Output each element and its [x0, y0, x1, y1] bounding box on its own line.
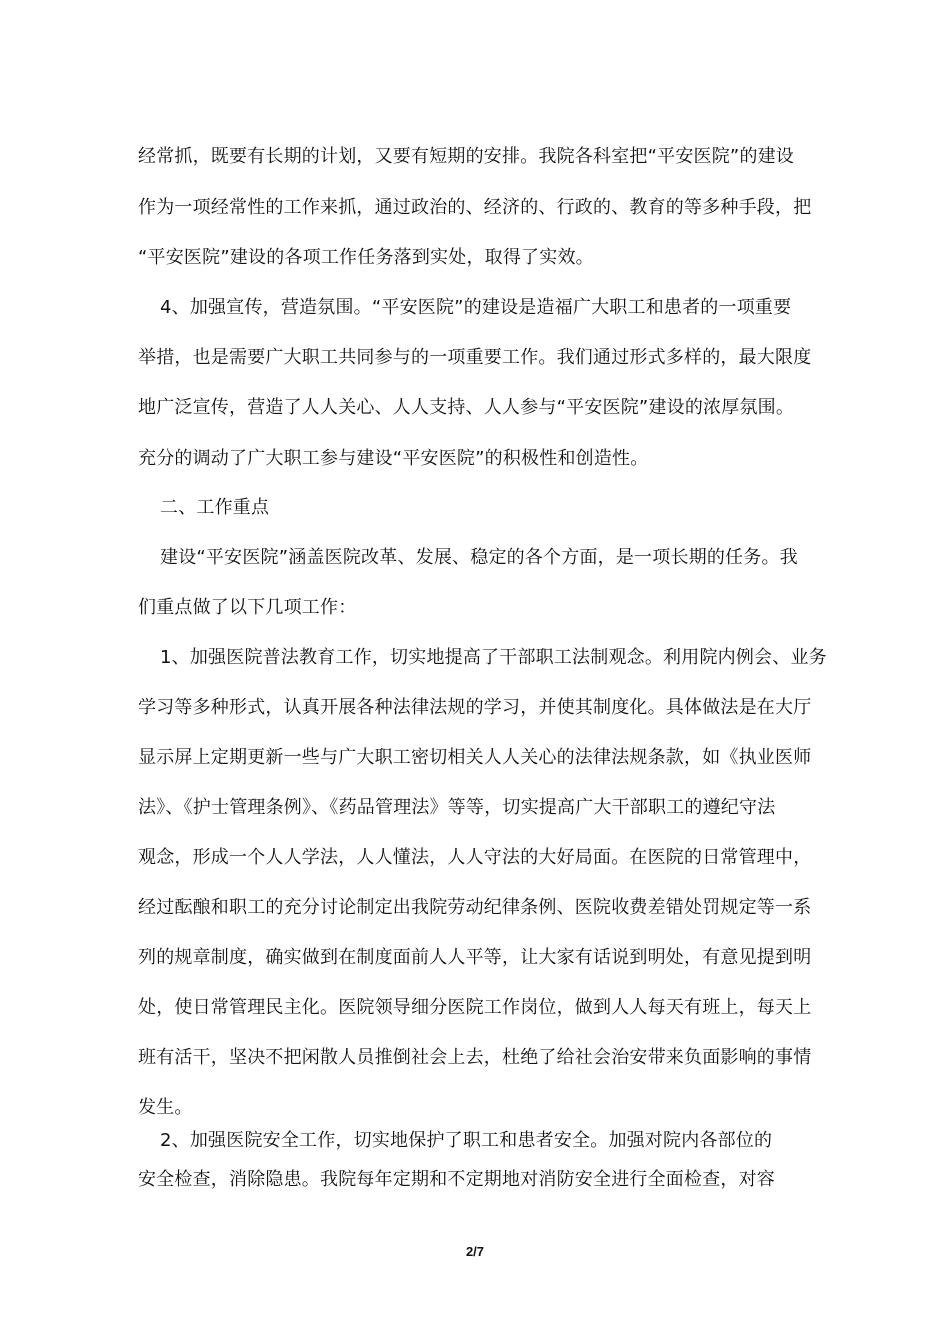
text-line: 举措，也是需要广大职工共同参与的一项重要工作。我们通过形式多样的，最大限度	[138, 347, 812, 368]
text-line: 列的规章制度，确实做到在制度面前人人平等，让大家有话说到明处，有意见提到明	[138, 947, 812, 968]
text-line: 显示屏上定期更新一些与广大职工密切相关人人关心的法律法规条款，如《执业医师	[138, 747, 812, 768]
text-line: 作为一项经常性的工作来抓，通过政治的、经济的、行政的、教育的等多种手段，把	[138, 197, 812, 218]
text-line: 发生。	[138, 1097, 193, 1118]
text-line: 观念，形成一个人人学法，人人懂法，人人守法的大好局面。在医院的日常管理中，	[138, 847, 812, 868]
text-line: 地广泛宣传，营造了人人关心、人人支持、人人参与“平安医院”建设的浓厚氛围。	[138, 397, 795, 418]
text-line: 们重点做了以下几项工作：	[138, 597, 357, 618]
text-line: 经过酝酿和职工的充分讨论制定出我院劳动纪律条例、医院收费差错处罚规定等一系	[138, 897, 812, 918]
text-line: 充分的调动了广大职工参与建设“平安医院”的积极性和创造性。	[138, 448, 649, 469]
text-line: 1、加强医院普法教育工作，切实地提高了干部职工法制观念。利用院内例会、业务	[160, 647, 827, 668]
section-heading: 二、工作重点	[160, 497, 270, 518]
text-line: “平安医院”建设的各项工作任务落到实处，取得了实效。	[138, 247, 594, 268]
text-line: 4、加强宣传，营造氛围。“平安医院”的建设是造福广大职工和患者的一项重要	[160, 297, 792, 318]
page-number: 2/7	[465, 1244, 485, 1259]
text-line: 学习等多种形式，认真开展各种法律法规的学习，并使其制度化。具体做法是在大厅	[138, 697, 812, 718]
text-line: 处，使日常管理民主化。医院领导细分医院工作岗位，做到人人每天有班上，每天上	[138, 997, 812, 1018]
text-line: 建设“平安医院”涵盖医院改革、发展、稳定的各个方面，是一项长期的任务。我	[160, 547, 798, 568]
text-line: 班有活干，坚决不把闲散人员推倒社会上去，杜绝了给社会治安带来负面影响的事情	[138, 1047, 812, 1068]
text-line: 安全检查，消除隐患。我院每年定期和不定期地对消防安全进行全面检查，对容	[138, 1169, 775, 1190]
text-line: 法》、《护士管理条例》、《药品管理法》等等，切实提高广大干部职工的遵纪守法	[138, 797, 776, 818]
text-line: 经常抓，既要有长期的计划，又要有短期的安排。我院各科室把“平安医院”的建设	[138, 146, 795, 167]
text-line: 2、加强医院安全工作，切实地保护了职工和患者安全。加强对院内各部位的	[160, 1130, 773, 1151]
